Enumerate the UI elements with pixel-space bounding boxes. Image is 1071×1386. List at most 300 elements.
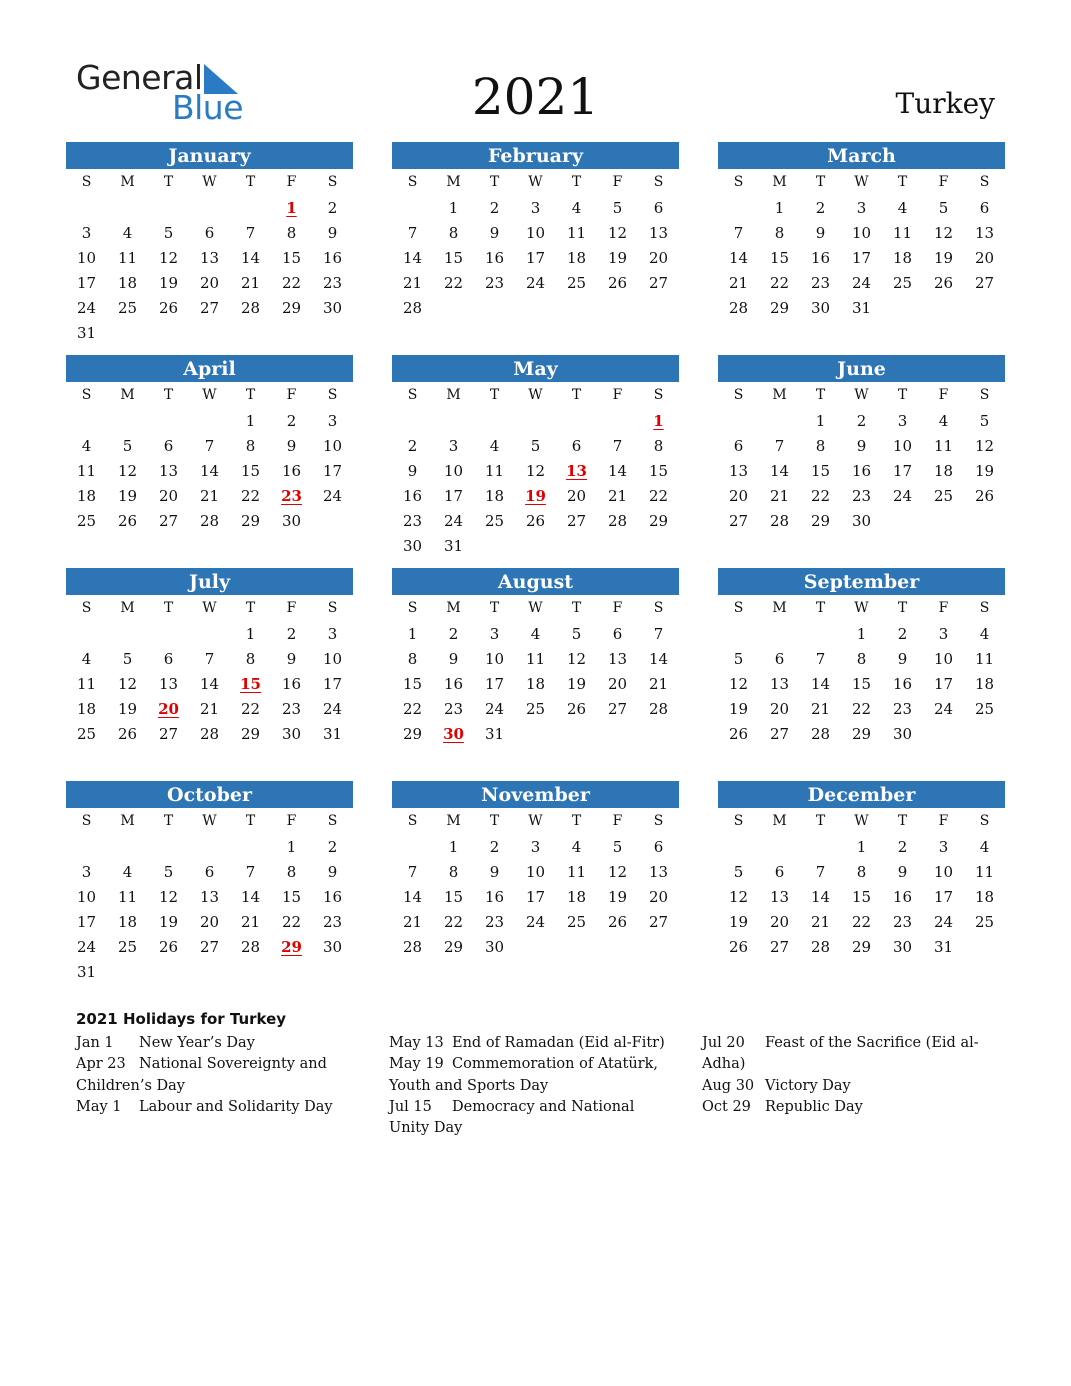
empty-cell (66, 835, 107, 860)
day-cell: 9 (286, 437, 297, 455)
day-cell: 28 (402, 299, 423, 317)
day-cell: 8 (407, 650, 418, 668)
day-cell: 17 (933, 888, 954, 906)
weekday-header: T (571, 387, 582, 403)
empty-cell (474, 409, 515, 434)
day-cell: 26 (525, 512, 546, 530)
day-cell: 8 (448, 224, 459, 242)
day-cell: 9 (897, 650, 908, 668)
day-cell: 5 (733, 863, 744, 881)
day-cell: 6 (571, 437, 582, 455)
day-cell: 4 (979, 838, 990, 856)
day-cell: 18 (933, 462, 954, 480)
day-cell: 26 (974, 487, 995, 505)
day-cell: 30 (322, 938, 343, 956)
day-cell: 10 (851, 224, 872, 242)
empty-cell (148, 835, 189, 860)
day-cell: 28 (199, 725, 220, 743)
holiday-date: May 13 (389, 1035, 444, 1051)
day-cell: 18 (974, 675, 995, 693)
day-cell: 15 (281, 888, 302, 906)
day-cell: 18 (974, 888, 995, 906)
holiday-column (389, 1033, 679, 1139)
day-cell: 14 (769, 462, 790, 480)
day-cell: 24 (525, 913, 546, 931)
day-cell: 13 (607, 650, 628, 668)
weekday-header: T (815, 813, 826, 829)
day-cell: 1 (774, 199, 785, 217)
day-cell: 26 (728, 938, 749, 956)
day-cell: 16 (322, 888, 343, 906)
day-cell: 4 (979, 625, 990, 643)
empty-cell (759, 409, 800, 434)
day-cell: 29 (281, 299, 302, 317)
day-cell: 27 (199, 938, 220, 956)
day-cell: 6 (733, 437, 744, 455)
day-cell: 25 (76, 725, 97, 743)
day-cell: 21 (728, 274, 749, 292)
weekday-header: W (202, 813, 217, 829)
day-cell: 29 (443, 938, 464, 956)
day-cell: 9 (489, 224, 500, 242)
day-cell: 20 (769, 700, 790, 718)
holiday-day-cell: 29 (281, 938, 302, 956)
day-cell: 3 (81, 863, 92, 881)
day-cell: 7 (407, 224, 418, 242)
day-cell: 23 (810, 274, 831, 292)
day-cell: 21 (810, 700, 831, 718)
day-cell: 26 (607, 913, 628, 931)
day-cell: 10 (76, 888, 97, 906)
day-cell: 21 (810, 913, 831, 931)
day-cell: 17 (892, 462, 913, 480)
day-cell: 21 (402, 274, 423, 292)
day-cell: 13 (769, 675, 790, 693)
month-header: October (66, 781, 353, 808)
day-cell: 22 (240, 700, 261, 718)
day-cell: 12 (566, 650, 587, 668)
day-cell: 21 (769, 487, 790, 505)
weekday-header: F (286, 600, 297, 616)
weekday-header: T (571, 813, 582, 829)
weekday-header: W (202, 600, 217, 616)
day-cell: 7 (815, 863, 826, 881)
day-cell: 19 (933, 249, 954, 267)
weekday-header: W (528, 387, 543, 403)
day-cell: 14 (199, 462, 220, 480)
day-cell: 29 (851, 725, 872, 743)
holiday-name: End of Ramadan (Eid al-Fitr) (452, 1035, 665, 1051)
weekday-header: F (938, 813, 949, 829)
day-cell: 10 (484, 650, 505, 668)
day-cell: 18 (117, 913, 138, 931)
empty-cell (392, 835, 433, 860)
day-cell: 31 (933, 938, 954, 956)
holiday-day-cell: 1 (286, 199, 297, 217)
weekday-header: S (733, 387, 744, 403)
month-grid (718, 382, 1005, 534)
day-cell: 30 (892, 725, 913, 743)
weekday-header: S (327, 174, 338, 190)
weekday-header: T (571, 174, 582, 190)
empty-cell (597, 409, 638, 434)
day-cell: 7 (245, 863, 256, 881)
day-cell: 25 (974, 913, 995, 931)
day-cell: 12 (525, 462, 546, 480)
day-cell: 2 (489, 199, 500, 217)
day-cell: 11 (892, 224, 913, 242)
weekday-header: M (772, 600, 787, 616)
day-cell: 11 (525, 650, 546, 668)
holiday-name: Feast of the Sacrifice (Eid al-Adha) (702, 1035, 979, 1073)
day-cell: 4 (122, 224, 133, 242)
day-cell: 21 (199, 700, 220, 718)
day-cell: 5 (530, 437, 541, 455)
day-cell: 15 (443, 249, 464, 267)
day-cell: 27 (566, 512, 587, 530)
day-cell: 17 (443, 487, 464, 505)
holiday-item (702, 1033, 992, 1076)
day-cell: 6 (979, 199, 990, 217)
day-cell: 27 (769, 938, 790, 956)
day-cell: 21 (402, 913, 423, 931)
day-cell: 1 (286, 838, 297, 856)
day-cell: 19 (607, 888, 628, 906)
day-cell: 12 (607, 863, 628, 881)
day-cell: 22 (402, 700, 423, 718)
day-cell: 13 (728, 462, 749, 480)
day-cell: 3 (530, 199, 541, 217)
weekday-header: S (653, 813, 664, 829)
holiday-day-cell: 20 (158, 700, 179, 718)
day-cell: 16 (281, 462, 302, 480)
day-cell: 26 (158, 299, 179, 317)
day-cell: 8 (653, 437, 664, 455)
weekday-header: M (120, 174, 135, 190)
weekday-header: S (81, 387, 92, 403)
day-cell: 7 (774, 437, 785, 455)
empty-cell (759, 622, 800, 647)
holidays-heading: 2021 Holidays for Turkey (76, 1010, 287, 1028)
day-cell: 19 (974, 462, 995, 480)
day-cell: 15 (402, 675, 423, 693)
month-march (718, 142, 1005, 321)
day-cell: 13 (974, 224, 995, 242)
weekday-header: W (528, 600, 543, 616)
empty-cell (107, 196, 148, 221)
day-cell: 5 (938, 199, 949, 217)
day-cell: 25 (117, 938, 138, 956)
month-grid (392, 595, 679, 747)
day-cell: 26 (158, 938, 179, 956)
day-cell: 29 (240, 725, 261, 743)
day-cell: 2 (815, 199, 826, 217)
day-cell: 26 (117, 512, 138, 530)
weekday-header: S (733, 174, 744, 190)
day-cell: 11 (76, 462, 97, 480)
day-cell: 30 (322, 299, 343, 317)
month-january (66, 142, 353, 346)
weekday-header: S (653, 387, 664, 403)
day-cell: 17 (484, 675, 505, 693)
weekday-header: M (446, 174, 461, 190)
day-cell: 23 (484, 274, 505, 292)
day-cell: 6 (204, 224, 215, 242)
day-cell: 28 (728, 299, 749, 317)
day-cell: 30 (402, 537, 423, 555)
day-cell: 1 (856, 838, 867, 856)
day-cell: 3 (856, 199, 867, 217)
day-cell: 16 (443, 675, 464, 693)
day-cell: 22 (851, 913, 872, 931)
country-name: Turkey (895, 87, 995, 120)
day-cell: 12 (728, 675, 749, 693)
day-cell: 29 (810, 512, 831, 530)
holiday-item (702, 1076, 992, 1097)
weekday-header: W (854, 174, 869, 190)
day-cell: 4 (938, 412, 949, 430)
day-cell: 14 (199, 675, 220, 693)
day-cell: 30 (810, 299, 831, 317)
day-cell: 22 (281, 913, 302, 931)
day-cell: 24 (76, 938, 97, 956)
month-header: January (66, 142, 353, 169)
day-cell: 10 (525, 224, 546, 242)
day-cell: 27 (158, 725, 179, 743)
day-cell: 16 (810, 249, 831, 267)
month-june (718, 355, 1005, 534)
empty-cell (800, 835, 841, 860)
day-cell: 6 (653, 838, 664, 856)
month-october (66, 781, 353, 985)
day-cell: 8 (286, 863, 297, 881)
day-cell: 17 (76, 274, 97, 292)
day-cell: 17 (851, 249, 872, 267)
day-cell: 16 (892, 675, 913, 693)
day-cell: 2 (327, 838, 338, 856)
day-cell: 29 (851, 938, 872, 956)
weekday-header: T (163, 174, 174, 190)
empty-cell (66, 196, 107, 221)
day-cell: 2 (286, 625, 297, 643)
weekday-header: M (772, 813, 787, 829)
day-cell: 3 (448, 437, 459, 455)
day-cell: 17 (933, 675, 954, 693)
empty-cell (107, 622, 148, 647)
day-cell: 20 (648, 888, 669, 906)
weekday-header: F (612, 600, 623, 616)
day-cell: 19 (158, 913, 179, 931)
day-cell: 24 (322, 700, 343, 718)
weekday-header: S (81, 600, 92, 616)
day-cell: 22 (648, 487, 669, 505)
weekday-header: S (327, 600, 338, 616)
empty-cell (515, 409, 556, 434)
day-cell: 31 (443, 537, 464, 555)
day-cell: 4 (489, 437, 500, 455)
day-cell: 18 (76, 487, 97, 505)
month-november (392, 781, 679, 960)
weekday-header: T (897, 600, 908, 616)
weekday-header: M (120, 387, 135, 403)
day-cell: 24 (933, 700, 954, 718)
day-cell: 15 (851, 675, 872, 693)
day-cell: 31 (484, 725, 505, 743)
day-cell: 15 (443, 888, 464, 906)
month-grid (392, 382, 679, 559)
weekday-header: S (979, 174, 990, 190)
day-cell: 3 (938, 625, 949, 643)
day-cell: 28 (648, 700, 669, 718)
month-header: November (392, 781, 679, 808)
empty-cell (718, 196, 759, 221)
month-header: December (718, 781, 1005, 808)
month-august (392, 568, 679, 747)
day-cell: 29 (648, 512, 669, 530)
empty-cell (189, 835, 230, 860)
day-cell: 9 (489, 863, 500, 881)
day-cell: 19 (117, 700, 138, 718)
day-cell: 27 (158, 512, 179, 530)
weekday-header: M (446, 387, 461, 403)
empty-cell (718, 835, 759, 860)
day-cell: 25 (892, 274, 913, 292)
day-cell: 25 (566, 274, 587, 292)
day-cell: 14 (648, 650, 669, 668)
empty-cell (230, 835, 271, 860)
month-grid (718, 808, 1005, 960)
day-cell: 20 (648, 249, 669, 267)
weekday-header: T (245, 813, 256, 829)
weekday-header: T (489, 387, 500, 403)
day-cell: 30 (281, 725, 302, 743)
month-header: April (66, 355, 353, 382)
day-cell: 10 (525, 863, 546, 881)
day-cell: 14 (810, 675, 831, 693)
weekday-header: S (327, 387, 338, 403)
day-cell: 2 (286, 412, 297, 430)
day-cell: 14 (810, 888, 831, 906)
empty-cell (800, 622, 841, 647)
day-cell: 24 (892, 487, 913, 505)
day-cell: 23 (281, 700, 302, 718)
month-grid (66, 808, 353, 985)
day-cell: 25 (117, 299, 138, 317)
day-cell: 2 (897, 625, 908, 643)
day-cell: 28 (607, 512, 628, 530)
day-cell: 24 (525, 274, 546, 292)
day-cell: 19 (117, 487, 138, 505)
day-cell: 15 (769, 249, 790, 267)
day-cell: 11 (117, 888, 138, 906)
day-cell: 21 (199, 487, 220, 505)
month-may (392, 355, 679, 559)
day-cell: 2 (856, 412, 867, 430)
day-cell: 26 (933, 274, 954, 292)
day-cell: 3 (489, 625, 500, 643)
day-cell: 28 (402, 938, 423, 956)
page-title-year: 2021 (471, 68, 600, 126)
empty-cell (433, 409, 474, 434)
day-cell: 1 (448, 199, 459, 217)
weekday-header: M (446, 600, 461, 616)
holiday-name: Republic Day (765, 1098, 863, 1115)
empty-cell (148, 196, 189, 221)
month-grid (66, 169, 353, 346)
day-cell: 7 (612, 437, 623, 455)
day-cell: 13 (158, 675, 179, 693)
day-cell: 17 (322, 462, 343, 480)
day-cell: 13 (769, 888, 790, 906)
day-cell: 6 (163, 650, 174, 668)
day-cell: 11 (974, 650, 995, 668)
holiday-day-cell: 15 (240, 675, 261, 693)
day-cell: 28 (240, 938, 261, 956)
day-cell: 20 (566, 487, 587, 505)
day-cell: 29 (240, 512, 261, 530)
holiday-column (76, 1033, 366, 1118)
weekday-header: F (286, 813, 297, 829)
day-cell: 4 (897, 199, 908, 217)
day-cell: 16 (484, 888, 505, 906)
day-cell: 30 (281, 512, 302, 530)
holiday-date: Jul 15 (389, 1098, 432, 1115)
day-cell: 2 (489, 838, 500, 856)
empty-cell (148, 622, 189, 647)
day-cell: 26 (607, 274, 628, 292)
day-cell: 28 (810, 725, 831, 743)
day-cell: 15 (281, 249, 302, 267)
holiday-name: Victory Day (765, 1077, 851, 1094)
day-cell: 4 (530, 625, 541, 643)
day-cell: 1 (815, 412, 826, 430)
day-cell: 16 (851, 462, 872, 480)
day-cell: 21 (607, 487, 628, 505)
weekday-header: W (854, 813, 869, 829)
weekday-header: M (772, 174, 787, 190)
holiday-day-cell: 19 (525, 487, 546, 505)
weekday-header: S (407, 600, 418, 616)
empty-cell (392, 196, 433, 221)
day-cell: 12 (158, 888, 179, 906)
day-cell: 31 (851, 299, 872, 317)
weekday-header: S (407, 174, 418, 190)
day-cell: 4 (571, 838, 582, 856)
day-cell: 5 (122, 650, 133, 668)
day-cell: 11 (117, 249, 138, 267)
day-cell: 19 (607, 249, 628, 267)
weekday-header: T (897, 174, 908, 190)
day-cell: 21 (240, 913, 261, 931)
day-cell: 10 (892, 437, 913, 455)
empty-cell (189, 196, 230, 221)
day-cell: 13 (199, 249, 220, 267)
weekday-header: S (653, 174, 664, 190)
day-cell: 14 (402, 888, 423, 906)
day-cell: 8 (286, 224, 297, 242)
month-header: July (66, 568, 353, 595)
day-cell: 7 (204, 650, 215, 668)
day-cell: 27 (199, 299, 220, 317)
empty-cell (230, 196, 271, 221)
day-cell: 7 (815, 650, 826, 668)
holiday-date: Jul 20 (702, 1035, 745, 1051)
day-cell: 29 (402, 725, 423, 743)
day-cell: 27 (769, 725, 790, 743)
day-cell: 9 (327, 863, 338, 881)
holiday-name: New Year’s Day (139, 1035, 255, 1051)
weekday-header: S (733, 813, 744, 829)
